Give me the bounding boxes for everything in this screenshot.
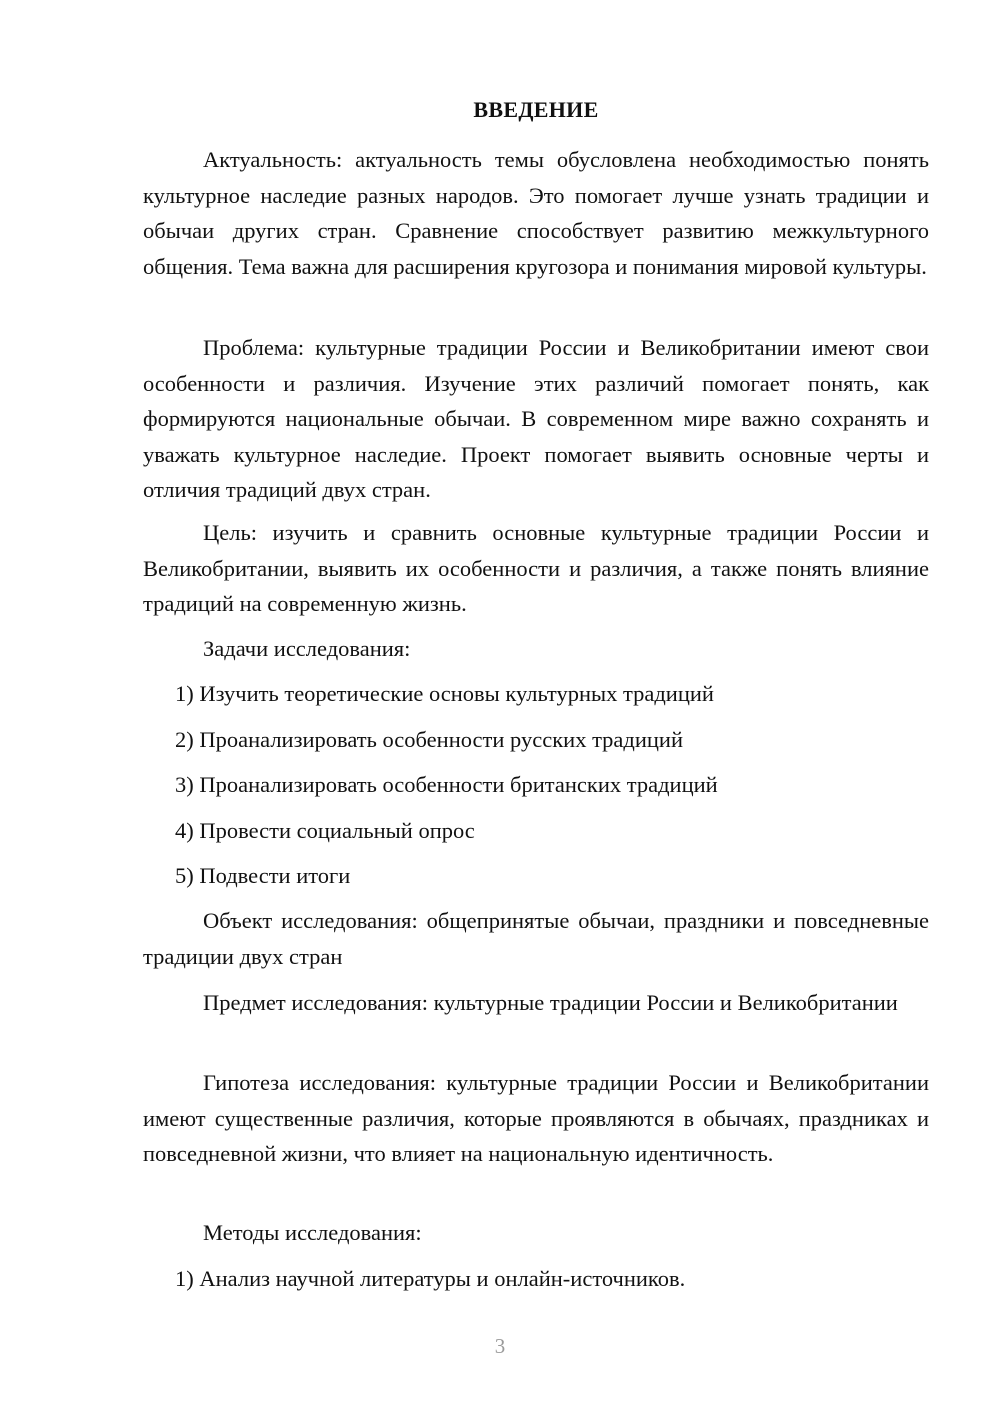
task-item: 2) Проанализировать особенности русских традиций bbox=[175, 727, 684, 752]
task-item: 5) Подвести итоги bbox=[175, 863, 351, 888]
tasks-heading: Задачи исследования: bbox=[203, 636, 411, 661]
page-title: ВВЕДЕНИЕ bbox=[473, 97, 599, 122]
method-item: 1) Анализ научной литературы и онлайн-источников. bbox=[175, 1266, 686, 1291]
hypothesis-paragraph: Гипотеза исследования: культурные традиции России и Великобритании имеют существенные различия, которые проявляются в обычаях, праздниках и повседневной жизни, что влияет на национальную идентичность. bbox=[143, 1070, 929, 1166]
goal-paragraph: Цель: изучить и сравнить основные культурные традиции России и Великобритании, выявить их особенности и различия, а также понять влияние традиций на современную жизнь. bbox=[143, 520, 929, 616]
methods-heading: Методы исследования: bbox=[203, 1220, 422, 1245]
object-paragraph: Объект исследования: общепринятые обычаи, праздники и повседневные традиции двух стран bbox=[143, 908, 929, 969]
page-number: 3 bbox=[494, 1334, 506, 1358]
problem-paragraph: Проблема: культурные традиции России и Великобритании имеют свои особенности и различия. Изучение этих различий помогает понять, как формируются национальные обычаи. В современном мире важно сохранять и уважать культурное наследие. Проект помогает выявить основные черты и отличия традиций двух стран. bbox=[143, 335, 929, 502]
task-item: 3) Проанализировать особенности британских традиций bbox=[175, 772, 718, 797]
subject-paragraph: Предмет исследования: культурные традиции России и Великобритании bbox=[203, 990, 898, 1015]
task-item: 4) Провести социальный опрос bbox=[175, 818, 475, 843]
relevance-paragraph: Актуальность: актуальность темы обусловлена необходимостью понять культурное наследие разных народов. Это помогает лучше узнать традиции и обычаи других стран. Сравнение способствует развитию межкультурного общения. Тема важна для расширения кругозора и понимания мировой культуры. bbox=[143, 147, 929, 279]
task-item: 1) Изучить теоретические основы культурных традиций bbox=[175, 681, 714, 706]
